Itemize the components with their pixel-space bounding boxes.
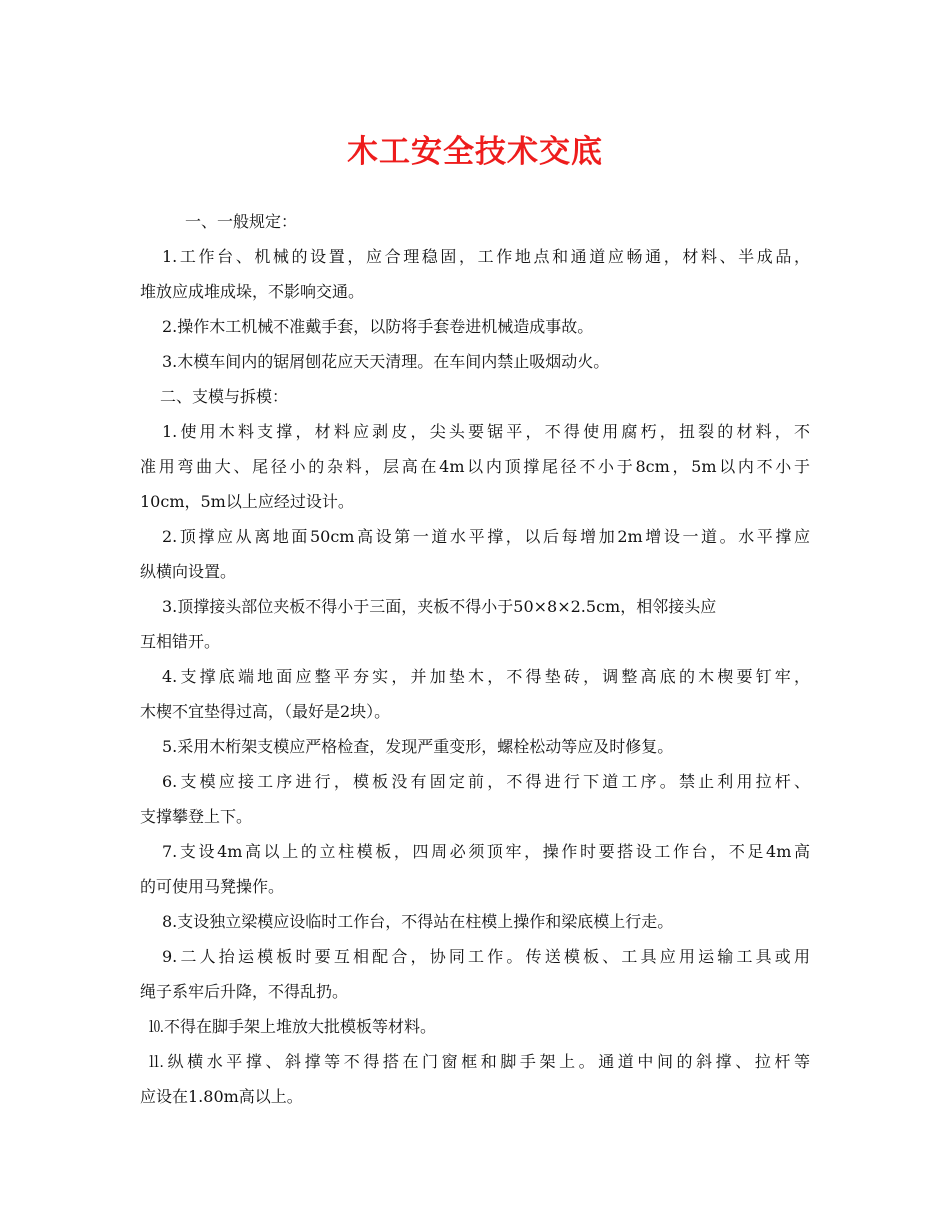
paragraph-line: 9.二人抬运模板时要互相配合，协同工作。传送模板、工具应用运输工具或用 — [162, 947, 810, 966]
section-heading-general: 一、一般规定： — [185, 212, 298, 231]
paragraph-line: 互相错开。 — [140, 632, 221, 651]
paragraph-line: 3.木模车间内的锯屑刨花应天天清理。在车间内禁止吸烟动火。 — [162, 352, 610, 371]
paragraph-line: 4.支撑底端地面应整平夯实，并加垫木，不得垫砖，调整高底的木楔要钉牢， — [162, 667, 810, 686]
paragraph-line: 准用弯曲大、尾径小的杂料，层高在4m以内顶撑尾径不小于8cm，5m以内不小于 — [140, 457, 810, 476]
paragraph-line: ⒑不得在脚手架上堆放大批模板等材料。 — [148, 1017, 437, 1036]
paragraph-line: 5.采用木桁架支模应严格检查，发现严重变形，螺栓松动等应及时修复。 — [162, 737, 674, 756]
section-heading-formwork: 二、支模与拆模： — [160, 387, 289, 406]
paragraph-line: 1.工作台、机械的设置，应合理稳固，工作地点和通道应畅通，材料、半成品， — [162, 247, 810, 266]
paragraph-line: 6.支模应接工序进行，模板没有固定前，不得进行下道工序。禁止利用拉杆、 — [162, 772, 810, 791]
paragraph-line: 的可使用马凳操作。 — [140, 877, 285, 896]
paragraph-line: 支撑攀登上下。 — [140, 807, 253, 826]
paragraph-line: 2.顶撑应从离地面50cm高设第一道水平撑，以后每增加2m增设一道。水平撑应 — [162, 527, 810, 546]
paragraph-line: 绳子系牢后升降，不得乱扔。 — [140, 982, 349, 1001]
paragraph-line: 3.顶撑接头部位夹板不得小于三面，夹板不得小于50×8×2.5cm，相邻接头应 — [162, 597, 717, 616]
paragraph-line: 8.支设独立梁模应设临时工作台，不得站在柱模上操作和梁底模上行走。 — [162, 912, 674, 931]
paragraph-line: 纵横向设置。 — [140, 562, 237, 581]
paragraph-line: 应设在1.80m高以上。 — [140, 1087, 303, 1106]
document-body — [140, 204, 810, 1114]
paragraph-line: 2.操作木工机械不准戴手套，以防将手套卷进机械造成事故。 — [162, 317, 594, 336]
paragraph-line: 7.支设4m高以上的立柱模板，四周必须顶牢，操作时要搭设工作台，不足4m高 — [162, 842, 810, 861]
document-title: 木工安全技术交底 — [347, 134, 603, 170]
paragraph-line: 木楔不宜垫得过高，（最好是2块）。 — [140, 702, 391, 721]
paragraph-line: 1.使用木料支撑，材料应剥皮，尖头要锯平，不得使用腐朽，扭裂的材料，不 — [162, 422, 810, 441]
paragraph-line: 10cm，5m以上应经过设计。 — [140, 492, 354, 511]
paragraph-line: 堆放应成堆成垛，不影响交通。 — [140, 282, 365, 301]
paragraph-line: ⒒纵横水平撑、斜撑等不得搭在门窗框和脚手架上。通道中间的斜撑、拉杆等 — [148, 1052, 810, 1071]
